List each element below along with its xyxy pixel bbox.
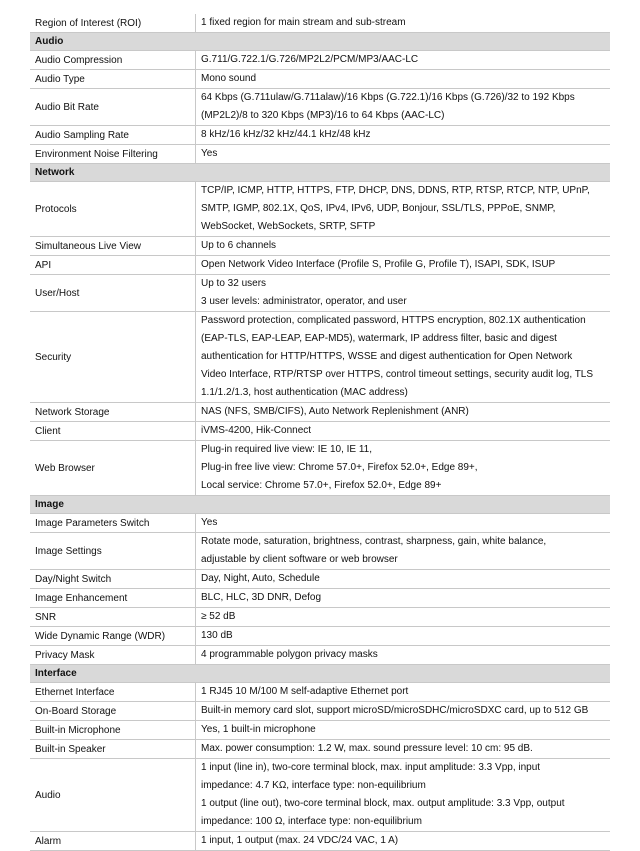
spec-value	[196, 589, 610, 607]
spec-label: Image Settings	[30, 533, 196, 569]
spec-label: SNR	[30, 608, 196, 626]
spec-value-line: Video Interface, RTP/RTSP over HTTPS, control timeout settings, security audit log, TLS	[201, 369, 594, 380]
spec-value	[196, 70, 610, 88]
spec-value-line: Plug-in required live view: IE 10, IE 11,	[201, 444, 373, 455]
spec-label: Wide Dynamic Range (WDR)	[30, 627, 196, 645]
spec-row	[30, 702, 610, 721]
spec-label: API	[30, 256, 196, 274]
spec-label: Environment Noise Filtering	[30, 145, 196, 163]
spec-value-line: Built-in memory card slot, support microSD/microSDHC/microSDXC card, up to 512 GB	[201, 705, 589, 716]
spec-value-line: Local service: Chrome 57.0+, Firefox 52.0+, Edge 89+	[201, 480, 442, 491]
spec-label: Simultaneous Live View	[30, 237, 196, 255]
section-header: Network	[30, 164, 610, 182]
spec-row	[30, 70, 610, 89]
spec-row	[30, 182, 610, 237]
spec-value	[196, 441, 610, 495]
spec-value	[196, 256, 610, 274]
spec-table	[30, 14, 610, 851]
spec-value	[196, 721, 610, 739]
spec-label: Privacy Mask	[30, 646, 196, 664]
spec-value-line: ≥ 52 dB	[201, 611, 236, 622]
spec-value	[196, 422, 610, 440]
spec-value	[196, 832, 610, 850]
spec-value-line: Day, Night, Auto, Schedule	[201, 573, 320, 584]
spec-value-line: adjustable by client software or web browser	[201, 554, 398, 565]
spec-label: Web Browser	[30, 441, 196, 495]
spec-value-line: 64 Kbps (G.711ulaw/G.711alaw)/16 Kbps (G.722.1)/16 Kbps (G.726)/32 to 192 Kbps	[201, 92, 575, 103]
spec-value	[196, 740, 610, 758]
spec-label: Built-in Speaker	[30, 740, 196, 758]
spec-row	[30, 14, 610, 33]
section-header: Image	[30, 496, 610, 514]
spec-label: Network Storage	[30, 403, 196, 421]
spec-label: Built-in Microphone	[30, 721, 196, 739]
spec-row	[30, 145, 610, 164]
spec-label: Protocols	[30, 182, 196, 236]
spec-value-line: Max. power consumption: 1.2 W, max. sound pressure level: 10 cm: 95 dB.	[201, 743, 533, 754]
spec-value-line: 1 input (line in), two-core terminal block, max. input amplitude: 3.3 Vpp, input	[201, 762, 541, 773]
spec-value-line: NAS (NFS, SMB/CIFS), Auto Network Replenishment (ANR)	[201, 406, 469, 417]
spec-value	[196, 89, 610, 125]
spec-row	[30, 403, 610, 422]
spec-value-line: TCP/IP, ICMP, HTTP, HTTPS, FTP, DHCP, DNS, DDNS, RTP, RTSP, RTCP, NTP, UPnP,	[201, 185, 590, 196]
spec-label: Audio Type	[30, 70, 196, 88]
spec-value-line: 1 input, 1 output (max. 24 VDC/24 VAC, 1 A)	[201, 835, 399, 846]
spec-label: Audio	[30, 759, 196, 831]
spec-value	[196, 514, 610, 532]
spec-label: Security	[30, 312, 196, 402]
spec-row	[30, 683, 610, 702]
spec-row	[30, 441, 610, 496]
spec-row	[30, 832, 610, 851]
spec-label: Audio Compression	[30, 51, 196, 69]
spec-value-line: 4 programmable polygon privacy masks	[201, 649, 378, 660]
spec-value	[196, 702, 610, 720]
section-header: Audio	[30, 33, 610, 51]
spec-value-line: (MP2L2)/8 to 320 Kbps (MP3)/16 to 64 Kbps (AAC-LC)	[201, 110, 445, 121]
spec-value	[196, 403, 610, 421]
spec-value	[196, 646, 610, 664]
spec-value-line: 130 dB	[201, 630, 233, 641]
spec-row	[30, 589, 610, 608]
spec-label: User/Host	[30, 275, 196, 311]
spec-value	[196, 237, 610, 255]
spec-value	[196, 759, 610, 831]
spec-value-line: iVMS-4200, Hik-Connect	[201, 425, 312, 436]
spec-row	[30, 627, 610, 646]
spec-row	[30, 721, 610, 740]
spec-value-line: impedance: 100 Ω, interface type: non-equilibrium	[201, 816, 422, 827]
spec-label: Region of Interest (ROI)	[30, 14, 196, 32]
spec-value	[196, 126, 610, 144]
spec-label: Image Enhancement	[30, 589, 196, 607]
spec-row	[30, 126, 610, 145]
spec-value-line: Yes	[201, 517, 218, 528]
spec-value-line: Mono sound	[201, 73, 257, 84]
spec-row	[30, 237, 610, 256]
spec-value	[196, 51, 610, 69]
spec-value-line: 1 fixed region for main stream and sub-stream	[201, 17, 406, 28]
spec-value-line: SMTP, IGMP, 802.1X, QoS, IPv4, IPv6, UDP, Bonjour, SSL/TLS, PPPoE, SNMP,	[201, 203, 556, 214]
spec-value-line: 8 kHz/16 kHz/32 kHz/44.1 kHz/48 kHz	[201, 129, 371, 140]
spec-value-line: Rotate mode, saturation, brightness, contrast, sharpness, gain, white balance,	[201, 536, 547, 547]
section-header: Interface	[30, 665, 610, 683]
spec-value	[196, 608, 610, 626]
spec-value-line: 3 user levels: administrator, operator, and user	[201, 296, 407, 307]
spec-label: On-Board Storage	[30, 702, 196, 720]
spec-value	[196, 570, 610, 588]
spec-row	[30, 256, 610, 275]
spec-row	[30, 89, 610, 126]
spec-value-line: 1.1/1.2/1.3, host authentication (MAC address)	[201, 387, 408, 398]
spec-value-line: Password protection, complicated password, HTTPS encryption, 802.1X authentication	[201, 315, 586, 326]
spec-value	[196, 275, 610, 311]
spec-value-line: 1 output (line out), two-core terminal block, max. output amplitude: 3.3 Vpp, output	[201, 798, 565, 809]
spec-label: Client	[30, 422, 196, 440]
spec-value-line: Up to 32 users	[201, 278, 267, 289]
spec-value	[196, 182, 610, 236]
spec-value-line: G.711/G.722.1/G.726/MP2L2/PCM/MP3/AAC-LC	[201, 54, 419, 65]
spec-row	[30, 533, 610, 570]
spec-value-line: 1 RJ45 10 M/100 M self-adaptive Ethernet port	[201, 686, 409, 697]
spec-label: Ethernet Interface	[30, 683, 196, 701]
spec-value-line: Yes, 1 built-in microphone	[201, 724, 316, 735]
spec-value-line: authentication for HTTP/HTTPS, WSSE and digest authentication for Open Network	[201, 351, 573, 362]
spec-label: Day/Night Switch	[30, 570, 196, 588]
spec-value-line: Up to 6 channels	[201, 240, 277, 251]
spec-label: Alarm	[30, 832, 196, 850]
spec-row	[30, 759, 610, 832]
spec-value-line: Plug-in free live view: Chrome 57.0+, Firefox 52.0+, Edge 89+,	[201, 462, 478, 473]
spec-row	[30, 422, 610, 441]
spec-value	[196, 683, 610, 701]
spec-row	[30, 514, 610, 533]
spec-value-line: (EAP-TLS, EAP-LEAP, EAP-MD5), watermark, IP address filter, basic and digest	[201, 333, 557, 344]
spec-row	[30, 740, 610, 759]
spec-value-line: Open Network Video Interface (Profile S, Profile G, Profile T), ISAPI, SDK, ISUP	[201, 259, 556, 270]
spec-row	[30, 312, 610, 403]
spec-row	[30, 570, 610, 589]
spec-value	[196, 145, 610, 163]
spec-row	[30, 646, 610, 665]
spec-value-line: impedance: 4.7 KΩ, interface type: non-equilibrium	[201, 780, 426, 791]
spec-label: Image Parameters Switch	[30, 514, 196, 532]
spec-label: Audio Bit Rate	[30, 89, 196, 125]
spec-row	[30, 608, 610, 627]
spec-label: Audio Sampling Rate	[30, 126, 196, 144]
spec-value	[196, 14, 610, 32]
spec-row	[30, 275, 610, 312]
spec-value-line: Yes	[201, 148, 218, 159]
spec-row	[30, 51, 610, 70]
spec-value	[196, 627, 610, 645]
spec-value	[196, 533, 610, 569]
spec-value-line: WebSocket, WebSockets, SRTP, SFTP	[201, 221, 376, 232]
spec-value-line: BLC, HLC, 3D DNR, Defog	[201, 592, 322, 603]
spec-value	[196, 312, 610, 402]
